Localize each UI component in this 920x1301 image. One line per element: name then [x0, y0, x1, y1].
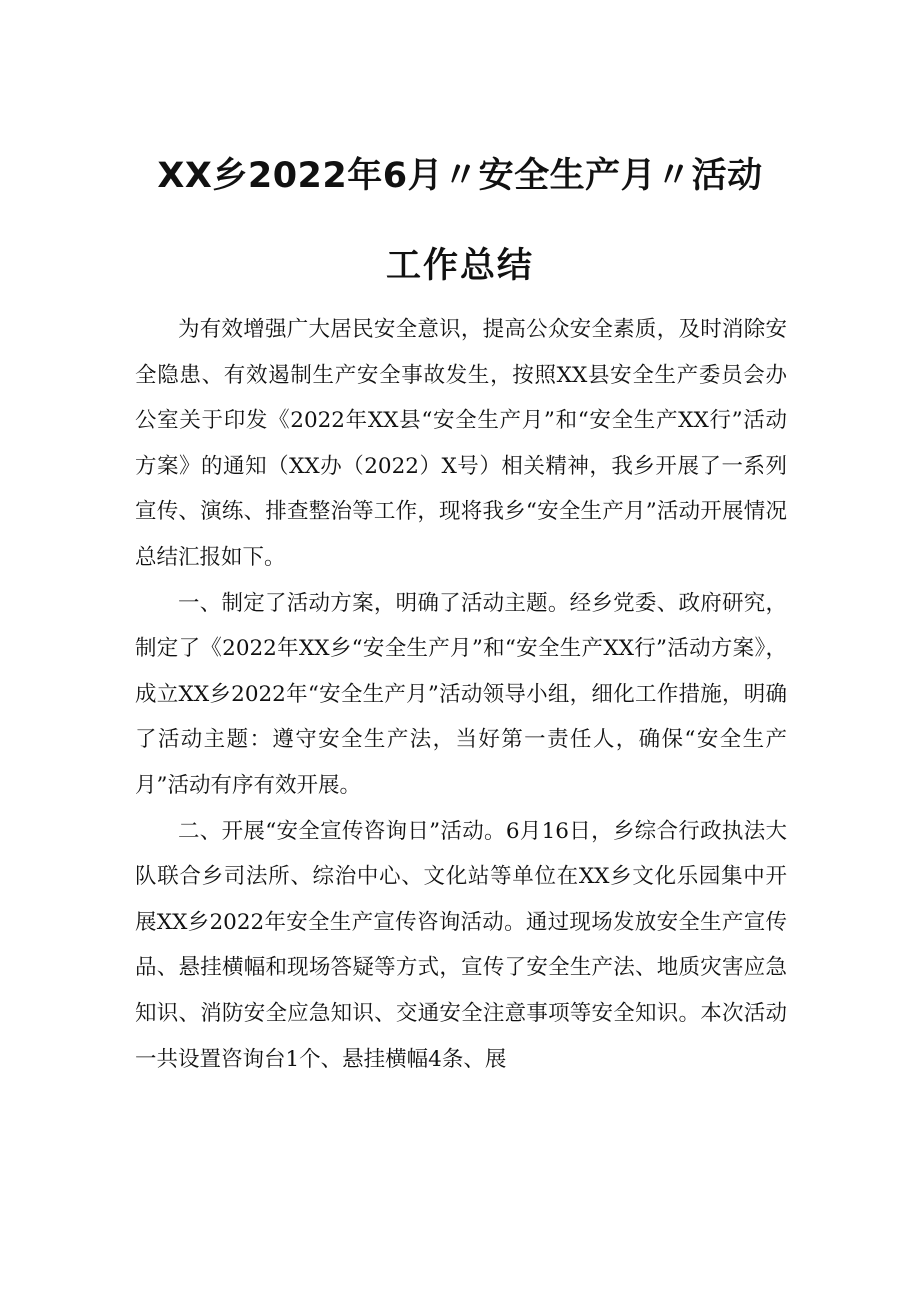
document-title-line-2: 工作总结	[385, 246, 534, 286]
document-title-line-1: XX乡2022年6月〃安全生产月〃活动	[157, 156, 763, 196]
paragraph-section-1: 一、制定了活动方案，明确了活动主题。经乡党委、政府研究，制定了《2022年XX乡“安全生产月”和“安全生产XX行”活动方案》，成立XX乡2022年“安全生产月”活动领导小组，细化工作措施，明确了活动主题：遵守安全生产法，当好第一责任人，确保“安全生产月”活动有序有效开展。	[135, 590, 787, 798]
paragraph-section-2: 二、开展“安全宣传咨询日”活动。6月16日，乡综合行政执法大队联合乡司法所、综治中心、文化站等单位在XX乡文化乐园集中开展XX乡2022年安全生产宣传咨询活动。通过现场发放安全生产宣传品、悬挂横幅和现场答疑等方式，宣传了安全生产法、地质灾害应急知识、消防安全应急知识、交通安全注意事项等安全知识。本次活动一共设置咨询台1个、悬挂横幅4条、展	[135, 818, 787, 1072]
paragraph-intro: 为有效增强广大居民安全意识，提高公众安全素质，及时消除安全隐患、有效遏制生产安全事故发生，按照XX县安全生产委员会办公室关于印发《2022年XX县“安全生产月”和“安全生产XX行”活动方案》的通知（XX办（2022）X号）相关精神，我乡开展了一系列宣传、演练、排查整治等工作，现将我乡“安全生产月”活动开展情况总结汇报如下。	[135, 317, 787, 570]
document-body	[135, 307, 787, 1082]
